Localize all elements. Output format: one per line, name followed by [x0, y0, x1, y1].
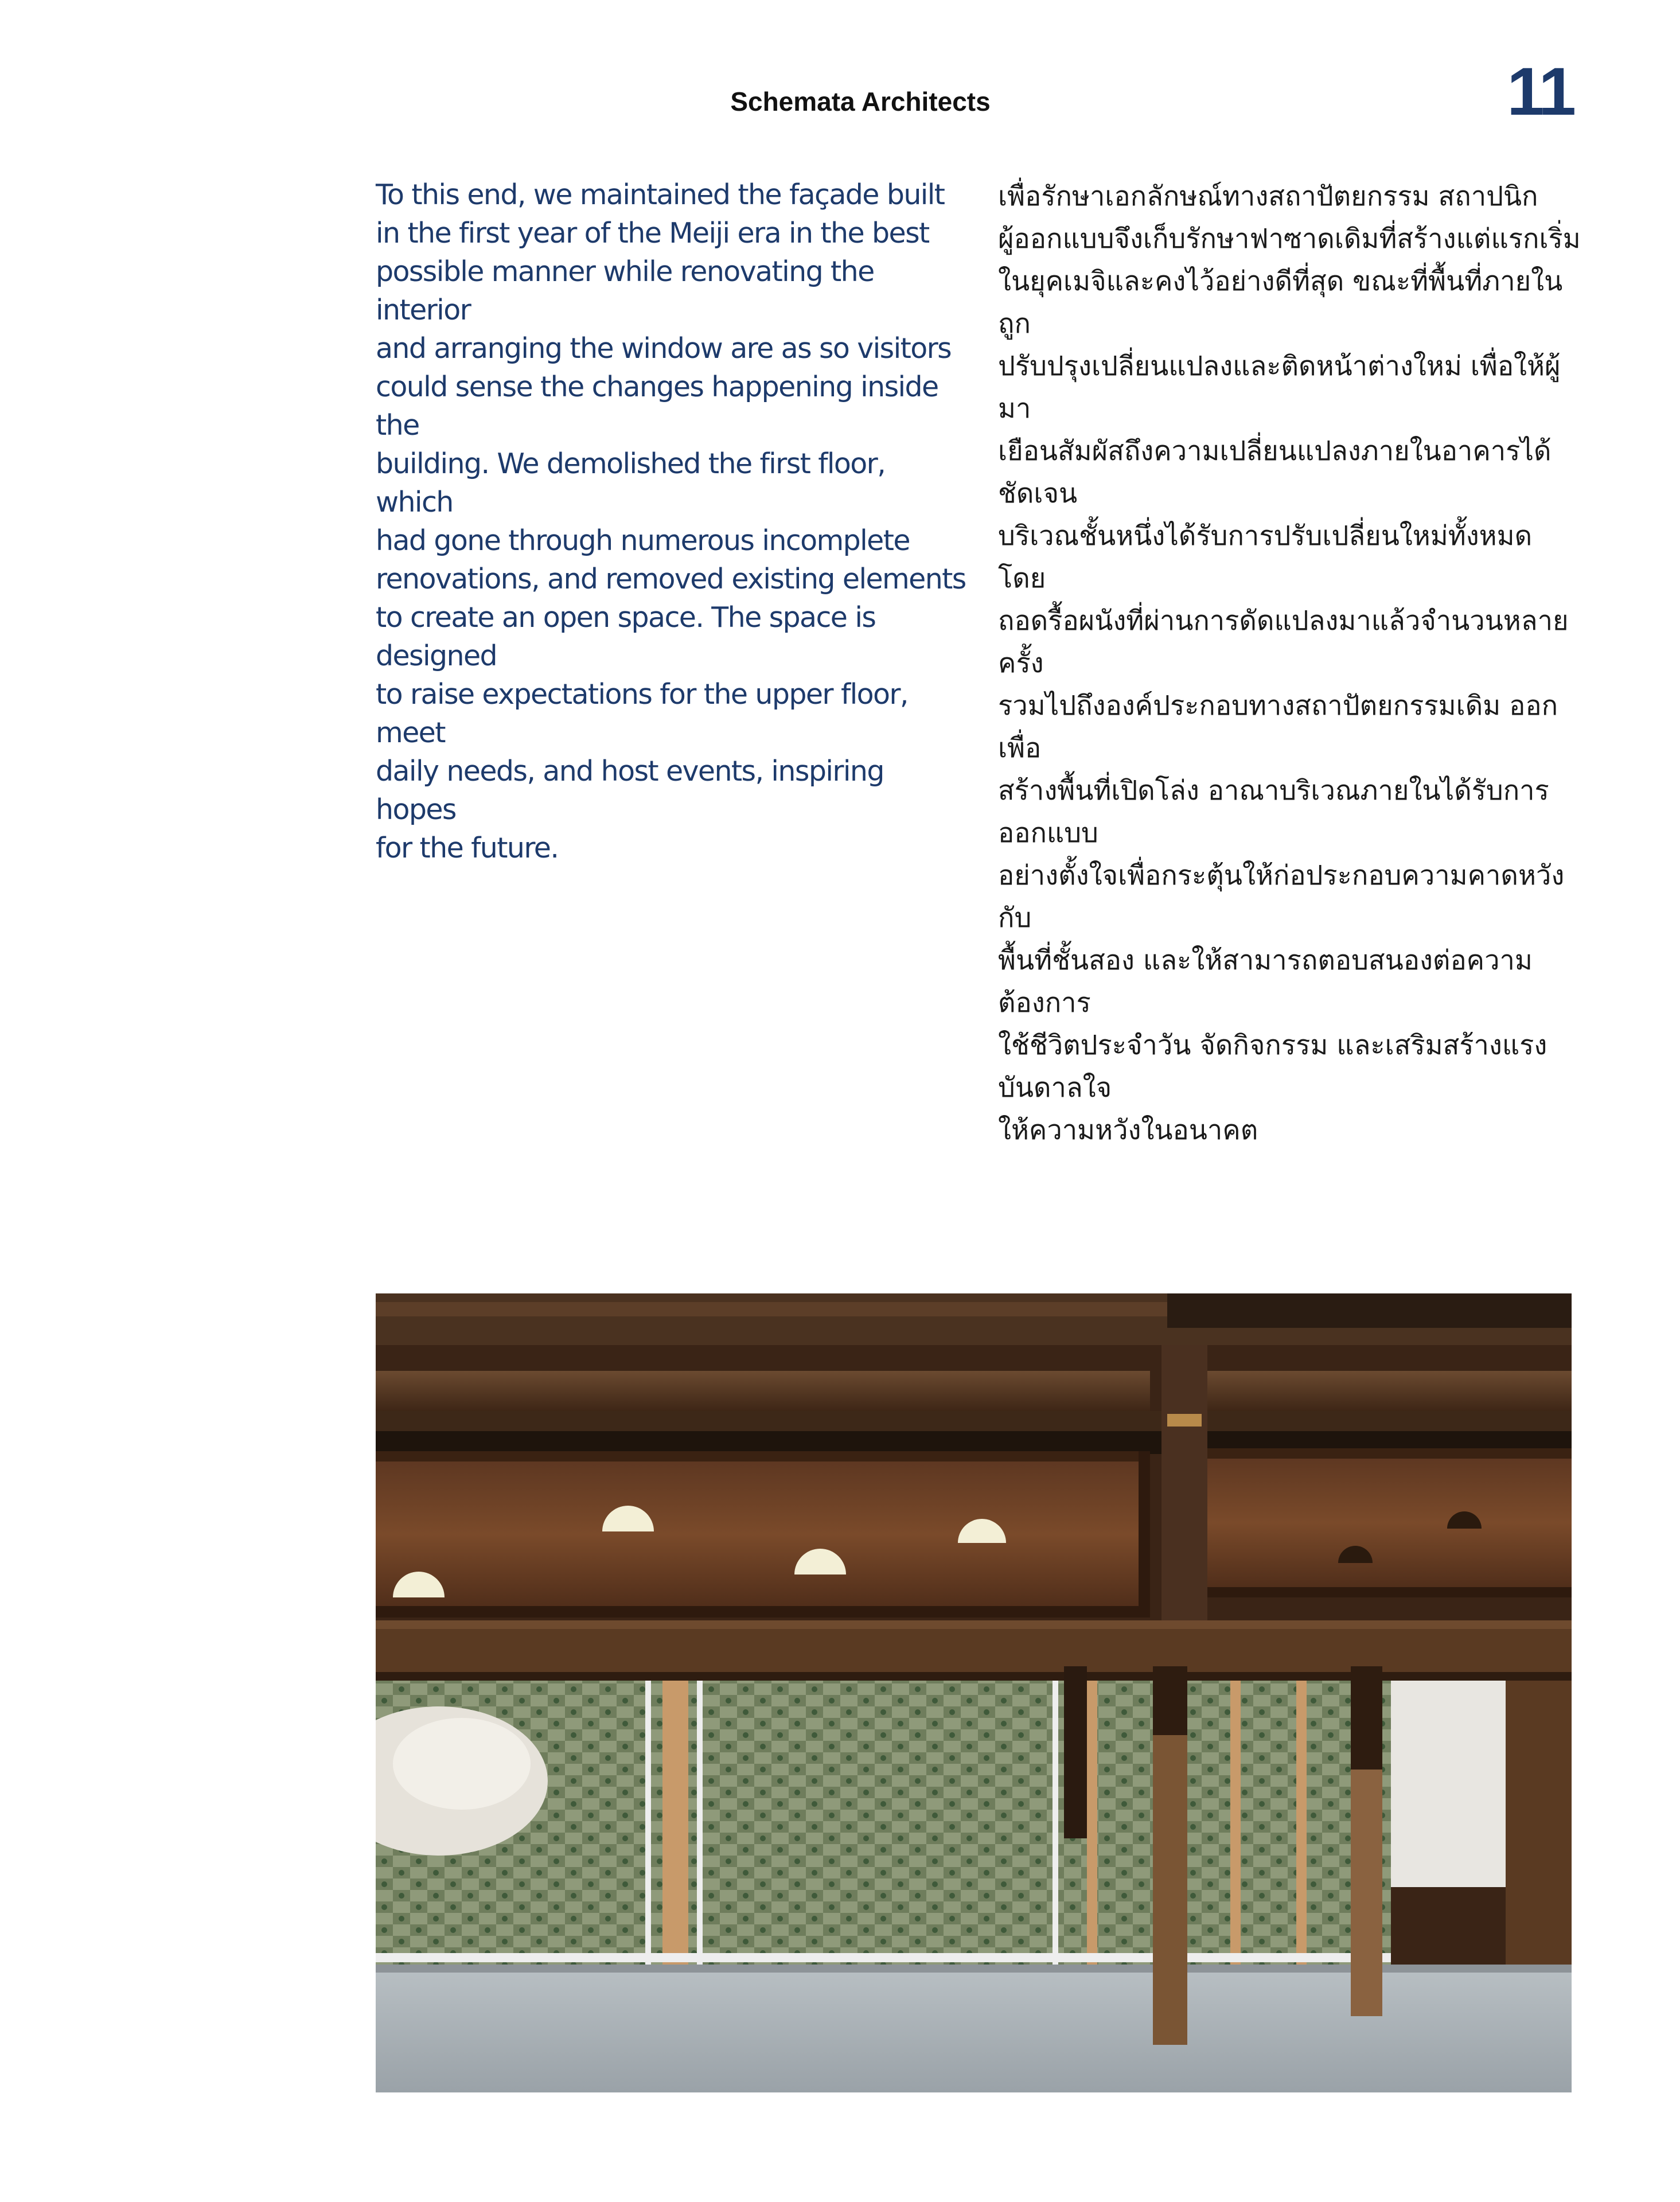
- english-paragraph: To this end, we maintained the façade built in the first year of the Meiji era in the best possible manner while renovating the interior and arranging the window are as so visitors could sense the changes happening inside the building. We demolished the first floor, which had gone through numerous incomplete renovations, and removed existing elements to create an open space. The space is designed to raise expectations for the upper floor, meet daily needs, and host events, inspiring hopes for the future.: [376, 178, 966, 864]
- thai-paragraph: เพื่อรักษาเอกลักษณ์ทางสถาปัตยกรรม สถาปนิก ผู้ออกแบบจึงเก็บรักษาฟาซาดเดิมที่สร้างแต่แรกเริ่ม ในยุคเมจิและคงไว้อย่างดีที่สุด ขณะที่พื้นที่ภายในถูก ปรับปรุงเปลี่ยนแปลงและติดหน้าต่างใหม่ เพื่อให้ผู้มา เยือนสัมผัสถึงความเปลี่ยนแปลงภายในอาคารได้ชัดเจน บริเวณชั้นหนึ่งได้รับการปรับเปลี่ยนใหม่ทั้งหมด โดย ถอดรื้อผนังที่ผ่านการดัดแปลงมาแล้วจำนวนหลายครั้ง รวมไปถึงองค์ประกอบทางสถาปัตยกรรมเดิม ออกเพื่อ สร้างพื้นที่เปิดโล่ง อาณาบริเวณภายในได้รับการออกแบบ อย่างตั้งใจเพื่อกระตุ้นให้ก่อประกอบความคาดหวัง กับ พื้นที่ชั้นสอง และให้สามารถตอบสนองต่อความต้องการ ใช้ชีวิตประจำวัน จัดกิจกรรม และเสริมสร้างแรงบันดาลใจ ให้ความหวังในอนาคต: [998, 181, 1581, 1146]
- page-number: 11: [1507, 54, 1574, 130]
- interior-photo: [376, 1293, 1572, 2092]
- header-title: Schemata Architects: [730, 87, 991, 116]
